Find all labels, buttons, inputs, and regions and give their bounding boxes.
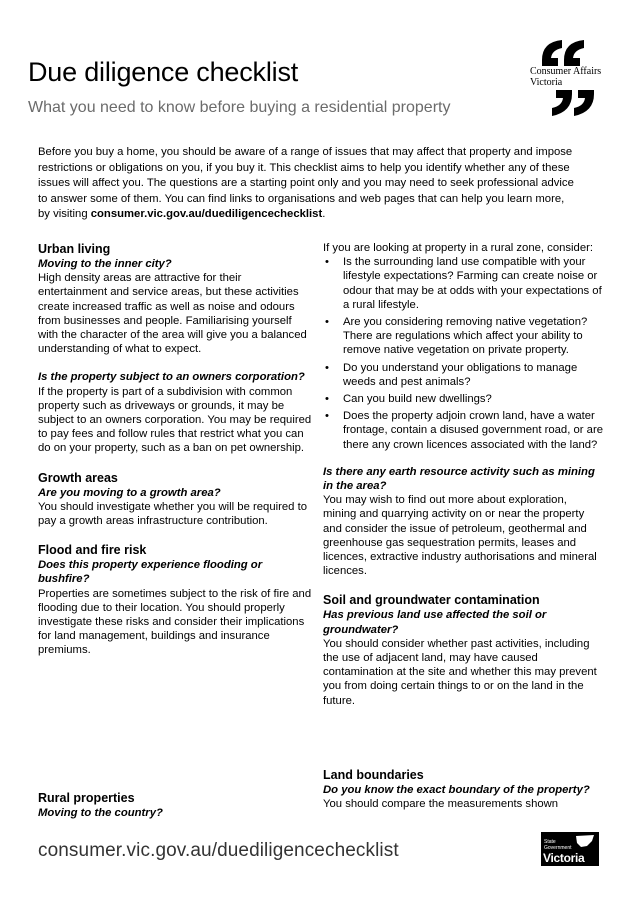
question: Moving to the inner city?: [38, 258, 172, 270]
paragraph: High density areas are attractive for their entertainment and service areas, but these activities create increased traffic as well as noise and odours from businesses and people. Familiarising yourself with the character of the area will give you a balanced understanding of what to expect.: [38, 272, 307, 356]
section-heading-urban: Urban living: [38, 242, 111, 256]
question: Is the property subject to an owners corporation?: [38, 371, 305, 384]
left-column: [38, 241, 313, 658]
question: Is there any earth resource activity such as mining in the area?: [323, 465, 595, 493]
section-heading-boundaries: Land boundaries: [323, 768, 424, 782]
question: Has previous land use affected the soil or groundwater?: [323, 609, 547, 636]
paragraph: You may wish to find out more about exploration, mining and quarrying activity on or near the property and consider the issue of petroleum, geothermal and greenhouse gas sequestration permits, leases and licences, extractive industry authorisations and mineral licences.: [323, 494, 597, 578]
paragraph: You should investigate whether you will be required to pay a growth areas infrastructure contribution.: [38, 500, 307, 528]
question: Moving to the country?: [38, 807, 163, 819]
page-subtitle: What you need to know before buying a residential property: [28, 99, 451, 116]
paragraph: You should consider whether past activities, including the use of adjacent land, may have caused contamination at the site and whether this may prevent you from doing certain things to or on the land in the future.: [323, 637, 597, 707]
boundaries-section: [323, 767, 608, 811]
section-heading-growth: Growth areas: [38, 470, 118, 485]
section-heading-rural: Rural properties: [38, 791, 135, 805]
list-item: • Can you build new dwellings?: [323, 392, 603, 406]
question: Are you moving to a growth area?: [38, 486, 221, 499]
victoria-government-logo-icon: State Government Victoria: [541, 832, 599, 866]
list-item: • Do you understand your obligations to manage weeds and pest animals?: [323, 361, 603, 389]
rural-bullet-list: [323, 255, 603, 452]
paragraph: If you are looking at property in a rural zone, consider:: [323, 242, 594, 254]
question: Do you know the exact boundary of the property?: [323, 784, 590, 796]
page-title: Due diligence checklist: [28, 57, 299, 87]
intro-paragraph: Before you buy a home, you should be aware of a range of issues that may affect that property and impose restrictions or obligations on you, if you buy it. This checklist aims to help you identify whether any of these issues will affect you. The questions are a starting point only and you may need to seek professional advice to answer some of them. You can find links to organisations and web pages that can help you learn more, by visiting consumer.vic.gov.au/duediligencechecklist.: [38, 146, 574, 220]
list-item: • Are you considering removing native vegetation? There are regulations which affect your ability to remove native vegetation on private property.: [323, 315, 603, 358]
section-heading-soil: Soil and groundwater contamination: [323, 593, 540, 608]
logo-label: Consumer Affairs Victoria: [530, 66, 602, 88]
question: Does this property experience flooding or bushfire?: [38, 559, 263, 586]
paragraph: Properties are sometimes subject to the risk of fire and flooding due to their location. You should properly investigate these risks and consider their implications for land management, buildings and insurance premiums.: [38, 587, 312, 657]
paragraph: You should compare the measurements shown: [323, 798, 559, 811]
victoria-map-icon: [575, 834, 595, 848]
paragraph: If the property is part of a subdivision with common property such as driveways or grounds, it may be subject to an owners corporation. You may be required to pay fees and follow rules that restrict what you can do on your property, such as a ban on pet ownership.: [38, 385, 312, 455]
list-item: • Does the property adjoin crown land, have a water frontage, contain a disused government road, or are there any crown licences associated with the land?: [323, 409, 603, 452]
list-item: • Is the surrounding land use compatible with your lifestyle expectations? Farming can create noise or odour that may be at odds with your expectations of a rural lifestyle.: [323, 255, 603, 312]
section-heading-flood: Flood and fire risk: [38, 543, 147, 558]
right-column: [323, 241, 603, 708]
footer-url-link[interactable]: consumer.vic.gov.au/duediligencechecklist: [38, 840, 399, 861]
intro-link[interactable]: consumer.vic.gov.au/duediligencechecklist: [90, 208, 323, 220]
rural-section: [38, 790, 313, 820]
